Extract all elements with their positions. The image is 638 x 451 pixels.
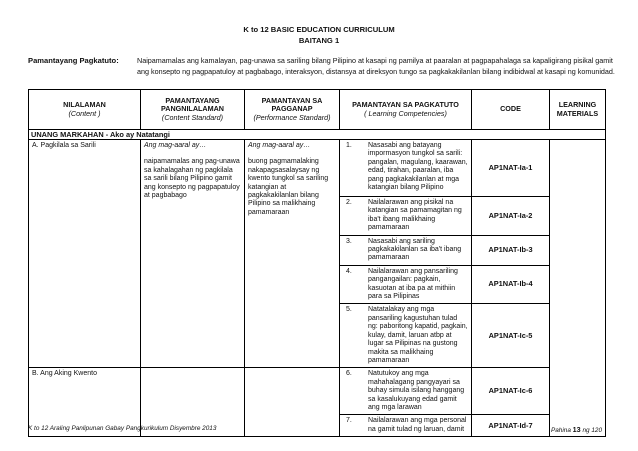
competency-code: AP1NAT-Id-7 xyxy=(472,415,550,437)
content-standard-intro: Ang mag-aaral ay… xyxy=(144,142,207,149)
col-header-performance-standard: PAMANTAYAN SA PAGGANAP (Performance Standard) xyxy=(245,90,340,130)
col-header-learning-competencies: PAMANTAYAN SA PAGKATUTO ( Learning Competencies) xyxy=(340,90,472,130)
performance-standard-cell-b xyxy=(245,368,340,437)
competency-code: AP1NAT-Ic-6 xyxy=(472,368,550,415)
performance-standard-cell xyxy=(245,140,340,368)
col-header-content: NILALAMAN (Content ) xyxy=(29,90,141,130)
content-a: A. Pagkilala sa Sarili xyxy=(32,142,96,149)
competency-cell: 6. Natutukoy ang mga mahahalagang pangyayari sa buhay simula isilang hanggang sa kasalukuyang edad gamit ang mga larawan xyxy=(340,368,472,415)
footer-page-number: Pahina 13 ng 120 xyxy=(550,425,602,434)
footer-document-name: K to 12 Araling Panlipunan Gabay Pangkurikulum Disyembre 2013 xyxy=(28,425,217,432)
col-header-learning-materials: LEARNING MATERIALS xyxy=(550,90,606,130)
competency-code: AP1NAT-Ib-4 xyxy=(472,265,550,304)
document-title: K to 12 BASIC EDUCATION CURRICULUM xyxy=(243,25,395,34)
content-b: B. Ang Aking Kwento xyxy=(32,370,97,378)
content-standard-cell xyxy=(141,140,245,368)
competency-cell: 4. Nailalarawan ang pansariling pangangailan: pagkain, kasuotan at iba pa at mithiin para sa Pilipinas xyxy=(340,265,472,304)
curriculum-table xyxy=(28,89,606,437)
competency-cell: 2. Nailalarawan ang pisikal na katangian sa pamamagitan ng iba't ibang malikhaing pamamaraan xyxy=(340,197,472,236)
competency-code: AP1NAT-Ia-2 xyxy=(472,197,550,236)
quarter-row xyxy=(29,130,606,140)
grade-level-title: BAITANG 1 xyxy=(298,36,340,45)
col-header-code: CODE xyxy=(472,90,550,130)
table-row xyxy=(29,368,606,415)
table-row xyxy=(29,140,606,197)
content-standard-text: naipamamalas ang pag-unawa sa kahalagahan ng pagkilala sa sarili bilang Pilipino gamit ang konsepto ng pagpapatuloy at pagbabago xyxy=(144,158,240,200)
competency-cell: 1. Nasasabi ang batayang impormasyon tungkol sa sarili: pangalan, magulang, kaarawan, edad, tirahan, paaralan, iba pang pagkakakilanlan at mga katangian bilang Pilipino xyxy=(340,140,472,197)
competency-cell: 3. Nasasabi ang sariling pagkakakilanlan sa iba't ibang pamamaraan xyxy=(340,235,472,265)
learning-standard-label: Pamantayang Pagkatuto: xyxy=(28,56,119,65)
learning-standard-text: Naipamamalas ang kamalayan, pag-unawa sa sariling bilang Pilipino at kasapi ng pamilya at paaralan at pagpapahalaga sa kapaligirang pisikal gamit ang konsepto ng pagpapatuloy at pagbabago, interaksyon, distansya at direksyon tungo sa pagkakakilanlan bilang indibidwal at kasapi ng komunidad. xyxy=(137,56,615,76)
competency-cell: 5. Natatalakay ang mga pansariling kagustuhan tulad ng: paboritong kapatid, pagkain, kulay, damit, laruan atbp at lugar sa Pilipinas na gustong makita sa malikhaing pamamaraan xyxy=(340,304,472,368)
competency-code: AP1NAT-Ia-1 xyxy=(472,140,550,197)
performance-standard-intro: Ang mag-aaral ay… xyxy=(248,142,311,149)
table-header-row xyxy=(29,90,606,130)
quarter-title: UNANG MARKAHAN - Ako ay Natatangi xyxy=(29,130,606,140)
content-a-cell xyxy=(29,140,141,368)
performance-standard-text: buong pagmamalaking nakapagsasalaysay ng kwento tungkol sa sariling katangian at pagkakakilanlan bilang Pilipino sa malikhaing pamamaraan xyxy=(248,158,329,216)
competency-cell: 7. Nailalarawan ang mga personal na gamit tulad ng laruan, damit xyxy=(340,415,472,437)
learning-materials-cell xyxy=(550,140,606,437)
col-header-content-standard: PAMANTAYANG PANGNILALAMAN (Content Standard) xyxy=(141,90,245,130)
competency-code: AP1NAT-Ic-5 xyxy=(472,304,550,368)
competency-code: AP1NAT-Ib-3 xyxy=(472,235,550,265)
